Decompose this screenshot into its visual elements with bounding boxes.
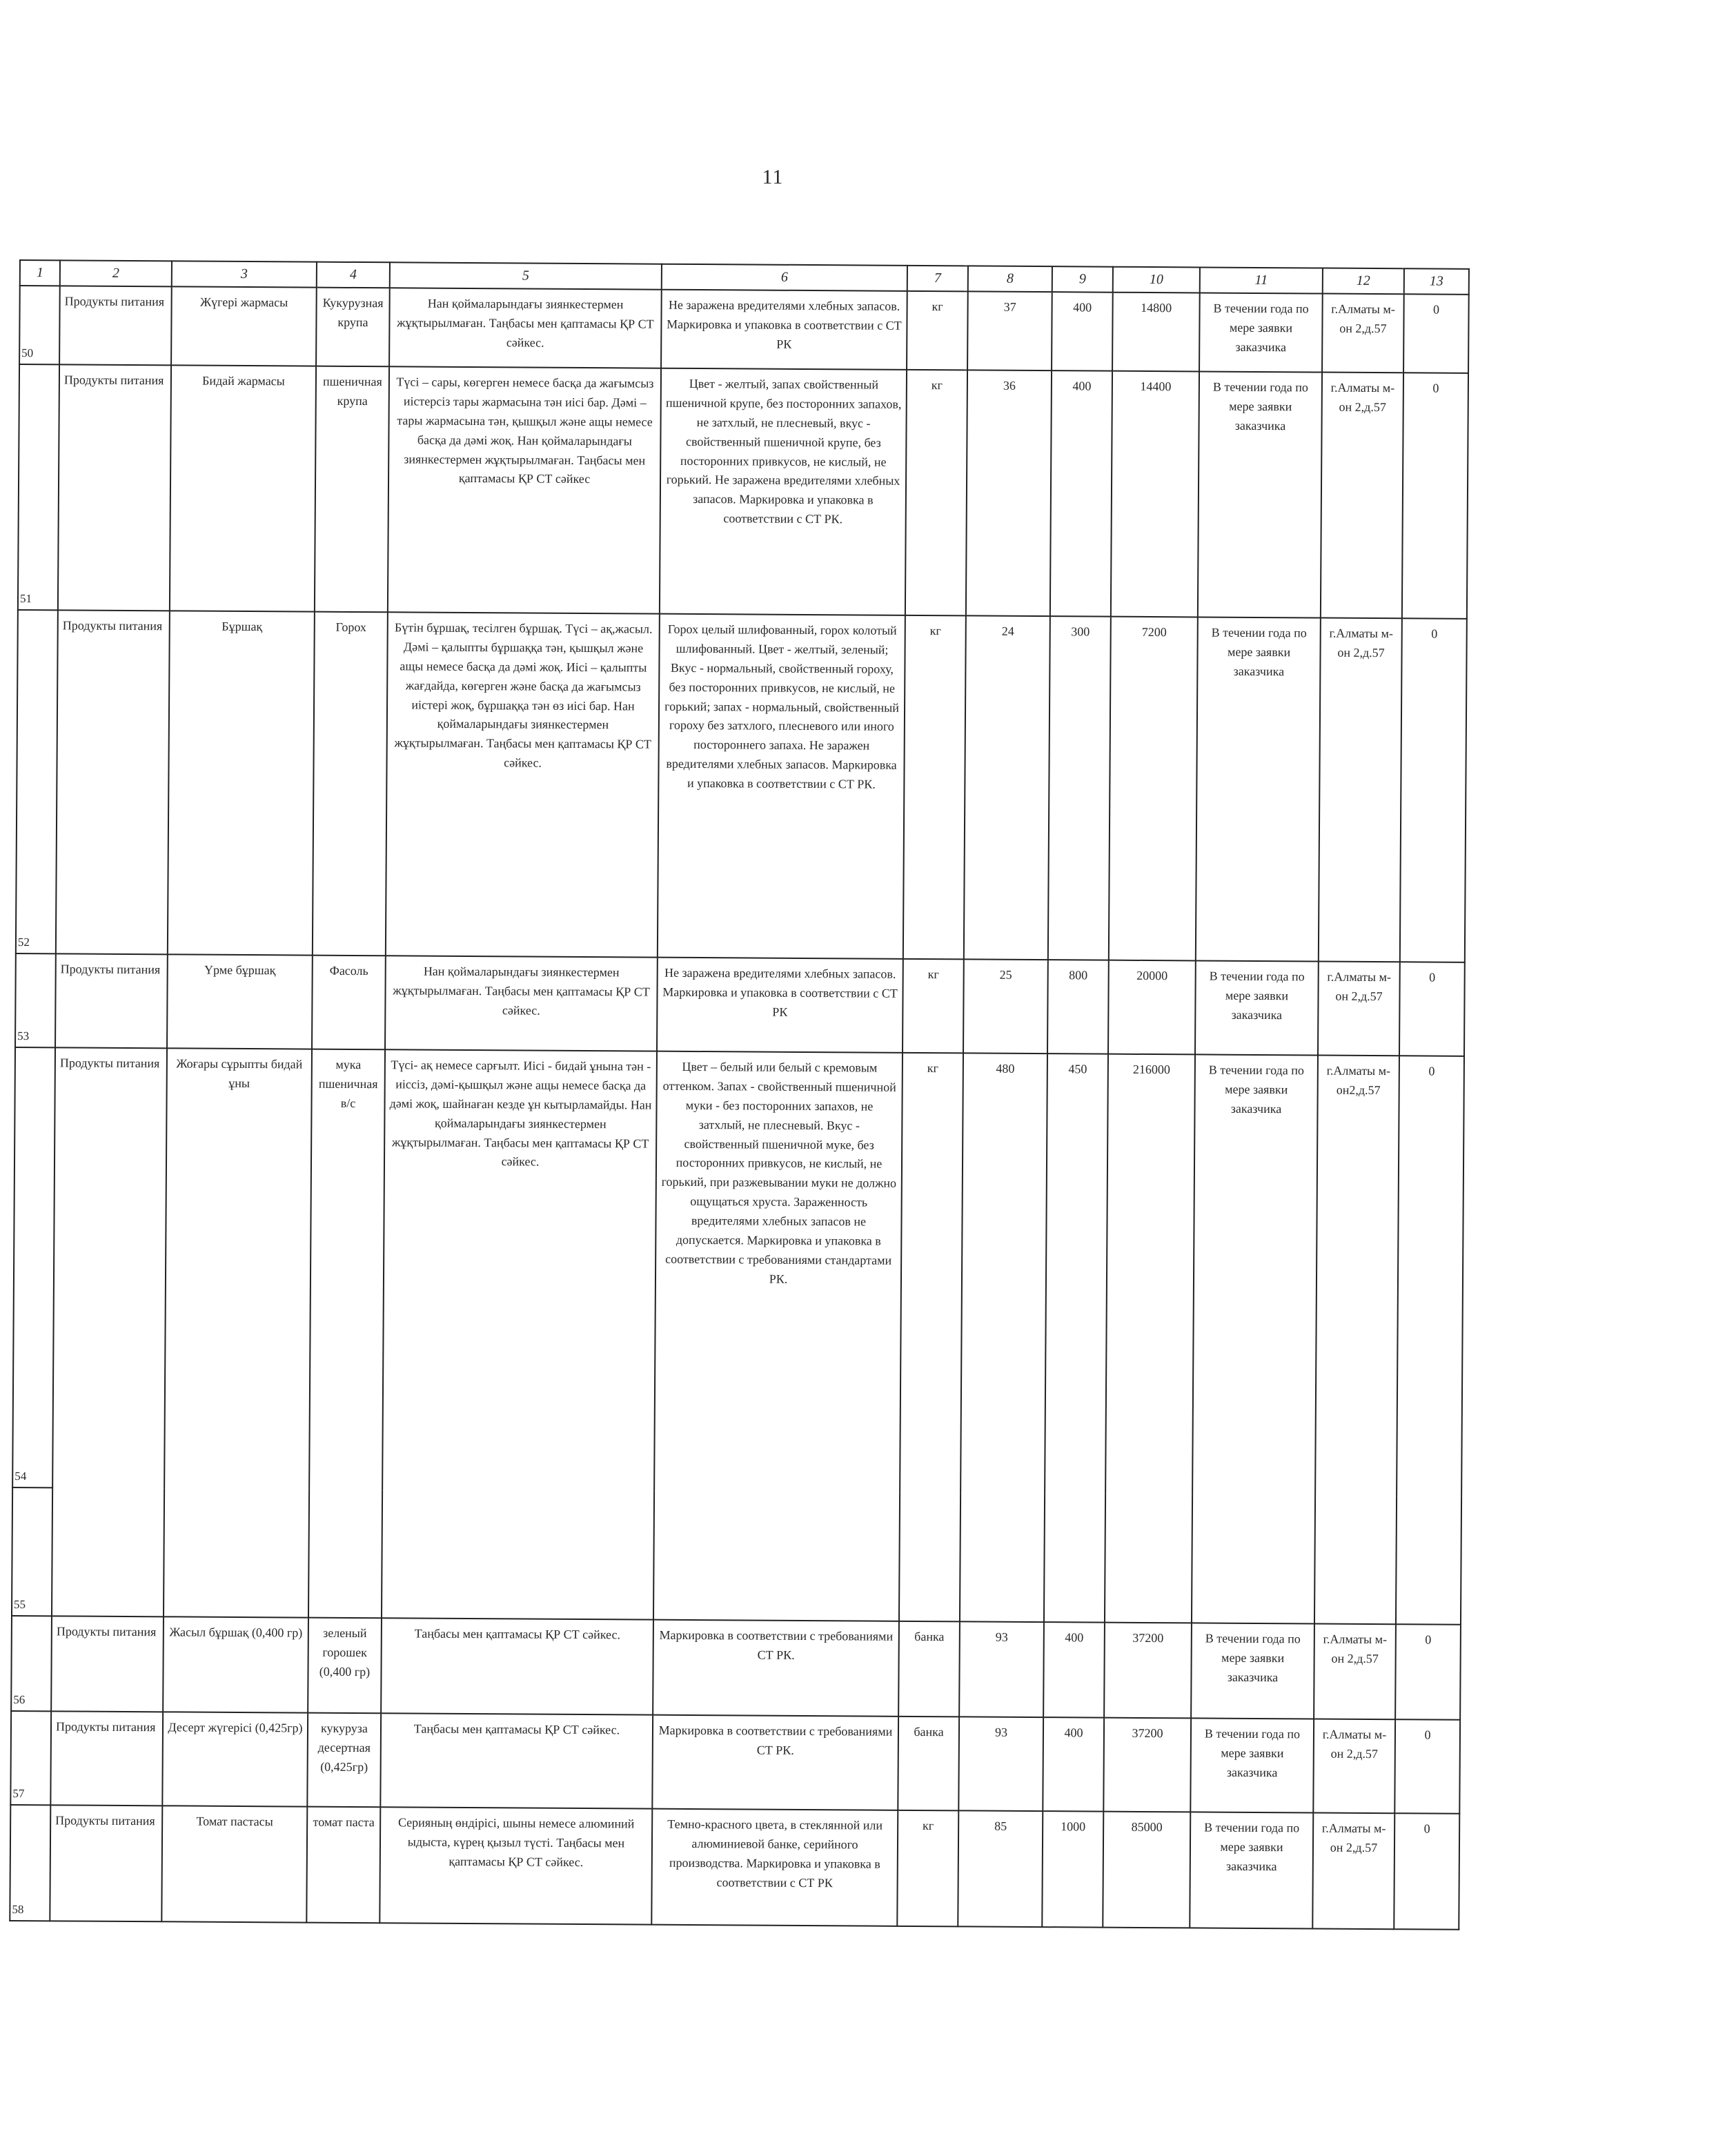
description-kz: Бүтін бұршақ, тесілген бұршақ. Түсі – ақ,жасыл. Дәмі – қалыпты бұршаққа тән, қышқыл және ащы немесе басқа да дәмі жоқ. Иісі – қалыпты жағдайда, көгерген және басқа да жағымсыз иістері жоқ, бұршаққа тән өз иісі бар. Нан қоймаларындағы зиянкестермен жұқтырылмаған. Таңбасы мен қаптамасы ҚР СТ сәйкес. xyxy=(386,612,660,957)
quantity: 800 xyxy=(1047,960,1109,1054)
product-type: Продукты питания xyxy=(58,364,171,611)
advance: 0 xyxy=(1395,1624,1461,1720)
delivery-place: г.Алматы м-он 2,д.57 xyxy=(1319,618,1402,962)
column-number: 10 xyxy=(1113,267,1200,293)
price: 25 xyxy=(963,959,1048,1054)
column-number: 8 xyxy=(968,266,1052,292)
description-kz: Нан қоймаларындағы зиянкестермен жұқтырылмаған. Таңбасы мен қаптамасы ҚР СТ сәйкес. xyxy=(389,288,662,368)
price: 85 xyxy=(958,1810,1043,1927)
column-number: 2 xyxy=(60,260,172,286)
advance: 0 xyxy=(1394,1719,1460,1814)
row-number: 54 xyxy=(14,1469,27,1483)
description-kz: Таңбасы мен қаптамасы ҚР СТ сәйкес. xyxy=(380,1713,653,1808)
quantity: 1000 xyxy=(1042,1811,1103,1928)
advance: 0 xyxy=(1399,962,1465,1056)
row-number: 52 xyxy=(17,935,30,949)
price: 93 xyxy=(958,1717,1043,1811)
delivery-place: г.Алматы м-он 2,д.57 xyxy=(1312,1812,1394,1929)
row-number: 56 xyxy=(13,1692,26,1706)
row-number: 53 xyxy=(17,1029,30,1042)
unit: кг xyxy=(907,291,968,370)
product-name-kz: Томат пастасы xyxy=(161,1806,307,1922)
product-name-kz: Бұршақ xyxy=(168,611,315,955)
product-type: Продукты питания xyxy=(52,1047,167,1616)
row-number-cell xyxy=(10,1711,51,1805)
product-type: Продукты питания xyxy=(56,610,170,954)
quantity: 400 xyxy=(1052,292,1113,371)
delivery-term: В течении года по мере заявки заказчика xyxy=(1198,371,1322,617)
price: 36 xyxy=(966,370,1052,616)
table-row xyxy=(11,1616,1461,1720)
column-number: 11 xyxy=(1200,267,1323,293)
row-number-cell xyxy=(16,610,58,953)
unit: кг xyxy=(903,959,964,1054)
table-row xyxy=(15,953,1465,1056)
price: 93 xyxy=(959,1621,1044,1717)
column-number: 7 xyxy=(907,266,968,292)
product-name-kz: Жасыл бұршақ (0,400 гр) xyxy=(163,1616,308,1712)
price: 37 xyxy=(967,291,1052,370)
page-number: 11 xyxy=(762,166,784,188)
quantity: 400 xyxy=(1050,370,1112,617)
product-name-kz: Десерт жүгерісі (0,425гр) xyxy=(162,1712,308,1806)
table-row xyxy=(12,1047,1464,1496)
sum: 37200 xyxy=(1103,1718,1191,1812)
unit: кг xyxy=(899,1053,963,1622)
product-name-ru: Кукурузная крупа xyxy=(316,288,390,367)
column-number: 13 xyxy=(1404,268,1469,295)
unit: банка xyxy=(898,1717,959,1811)
product-name-ru: зеленый горошек (0,400 гр) xyxy=(308,1618,382,1714)
row-number-cell xyxy=(12,1047,55,1487)
description-ru: Маркировка в соответствии с требованиями СТ РК. xyxy=(652,1715,898,1810)
quantity: 300 xyxy=(1048,616,1111,960)
description-ru: Цвет - желтый, запах свойственный пшеничной крупе, без посторонних запахов, не затхлый, не плесневый, вкус - свойственный пшеничной крупе, без посторонних привкусов, не кислый, не горький. Не заражена вредителями хлебных запасов. Маркировка и упаковка в соответствии с СТ РК. xyxy=(660,368,907,615)
table-row xyxy=(19,286,1469,373)
row-number-cell xyxy=(11,1616,52,1711)
sum: 37200 xyxy=(1104,1623,1192,1719)
table-row xyxy=(10,1805,1459,1930)
product-name-kz: Бидай жармасы xyxy=(170,365,316,611)
delivery-term: В течении года по мере заявки заказчика xyxy=(1190,1812,1313,1928)
description-ru: Цвет – белый или белый с кремовым оттенком. Запах - свойственный пшеничной муки - без посторонних запахов, не затхлый, не плесневый. Вкус - свойственный пшеничной муке, без посторонних привкусов, не кислый, не горький, при разжевывании муки не должно ощущаться хруста. Зараженность вредителями хлебных запасов не допускается. Маркировка и упаковка в соответствии с требованиями стандартами РК. xyxy=(653,1051,903,1621)
sum: 14800 xyxy=(1112,293,1200,372)
quantity: 450 xyxy=(1044,1054,1108,1623)
product-type: Продукты питания xyxy=(55,953,168,1048)
sum: 216000 xyxy=(1105,1054,1195,1623)
description-ru: Не заражена вредителями хлебных запасов. Маркировка и упаковка в соответствии с СТ РК xyxy=(661,290,907,370)
description-kz: Таңбасы мен қаптамасы ҚР СТ сәйкес. xyxy=(381,1618,653,1714)
advance: 0 xyxy=(1396,1056,1464,1625)
row-number-cell xyxy=(10,1805,50,1921)
column-number: 12 xyxy=(1323,268,1404,295)
product-name-ru: кукуруза десертная (0,425гр) xyxy=(307,1713,381,1808)
table-row xyxy=(18,364,1468,619)
unit: кг xyxy=(905,370,967,616)
sum: 20000 xyxy=(1108,960,1196,1055)
row-number: 50 xyxy=(21,346,34,359)
advance: 0 xyxy=(1400,618,1467,962)
delivery-place: г.Алматы м-он 2,д.57 xyxy=(1314,1624,1396,1720)
column-number: 6 xyxy=(662,264,907,291)
product-name-kz: Жоғары сұрыпты бидай ұны xyxy=(164,1048,312,1617)
delivery-term: В течении года по мере заявки заказчика xyxy=(1192,1054,1318,1623)
unit: банка xyxy=(898,1621,960,1717)
product-name-ru: Горох xyxy=(313,612,388,956)
sum: 85000 xyxy=(1103,1812,1190,1928)
delivery-term: В течении года по мере заявки заказчика xyxy=(1191,1623,1314,1719)
delivery-place: г.Алматы м-он2,д.57 xyxy=(1314,1056,1399,1625)
delivery-place: г.Алматы м-он 2,д.57 xyxy=(1318,962,1400,1056)
price: 24 xyxy=(964,615,1050,960)
product-name-kz: Жүгері жармасы xyxy=(171,286,317,366)
row-number: 58 xyxy=(12,1902,24,1916)
procurement-table-sheet xyxy=(9,259,1470,1930)
product-name-kz: Үрме бұршақ xyxy=(167,954,313,1049)
delivery-term: В течении года по мере заявки заказчика xyxy=(1190,1718,1314,1812)
column-number: 9 xyxy=(1052,266,1113,293)
description-ru: Горох целый шлифованный, горох колотый шлифованный. Цвет - желтый, зеленый; Вкус - нормальный, свойственный гороху, без посторонних привкусов, не кислый, не горький; запах - нормальный, свойственный гороху без затхлого, плесневого или иного постороннего запаха. Не заражен вредителями хлебных запасов. Маркировка и упаковка в соответствии с СТ РК. xyxy=(658,614,905,959)
delivery-term: В течении года по мере заявки заказчика xyxy=(1196,617,1321,961)
delivery-term: В течении года по мере заявки заказчика xyxy=(1199,293,1323,372)
row-number: 51 xyxy=(19,591,32,605)
row-number-cell xyxy=(18,364,59,610)
price: 480 xyxy=(960,1053,1047,1622)
column-number: 5 xyxy=(390,262,662,289)
row-number-cell xyxy=(12,1487,52,1616)
sum: 7200 xyxy=(1109,617,1198,961)
column-number: 4 xyxy=(317,262,390,288)
description-kz: Түсі – сары, көгерген немесе басқа да жағымсыз иістерсіз тары жармасына тән иісі бар. Дәмі – тары жармасына тән, қышқыл және ащы немесе басқа да дәмі жоқ. Нан қоймаларындағы зиянкестермен жұқтырылмаған. Таңбасы мен қаптамасы ҚР СТ сәйкес xyxy=(388,366,661,613)
column-number: 1 xyxy=(20,260,60,286)
product-name-ru: томат паста xyxy=(306,1807,380,1923)
procurement-table xyxy=(9,259,1470,1930)
product-name-ru: пшеничная крупа xyxy=(315,366,389,613)
table-row xyxy=(10,1711,1460,1814)
delivery-place: г.Алматы м-он 2,д.57 xyxy=(1321,373,1403,619)
description-ru: Не заражена вредителями хлебных запасов. Маркировка и упаковка в соответствии с СТ РК xyxy=(657,958,903,1053)
description-kz: Нан қоймаларындағы зиянкестермен жұқтырылмаған. Таңбасы мен қаптамасы ҚР СТ сәйкес. xyxy=(385,956,658,1051)
column-number: 3 xyxy=(172,261,317,287)
quantity: 400 xyxy=(1043,1622,1105,1718)
description-kz: Түсі- ақ немесе сарғылт. Иісі - бидай ұнына тән - иіссіз, дәмі-қышқыл және ащы немесе басқа да дәмі жоқ, шайнаған кезде ұн кытырламайды. Нан қоймаларындағы зиянкестермен жұқтырылмаған. Таңбасы мен қаптамасы ҚР СТ сәйкес. xyxy=(382,1049,657,1619)
advance: 0 xyxy=(1394,1813,1459,1930)
delivery-place: г.Алматы м-он 2,д.57 xyxy=(1313,1719,1395,1814)
product-type: Продукты питания xyxy=(50,1805,162,1921)
unit: кг xyxy=(897,1810,958,1927)
advance: 0 xyxy=(1402,373,1468,619)
unit: кг xyxy=(903,615,966,960)
description-ru: Маркировка в соответствии с требованиями СТ РК. xyxy=(653,1620,899,1717)
table-row xyxy=(16,610,1467,962)
product-type: Продукты питания xyxy=(50,1711,163,1806)
row-number: 55 xyxy=(14,1597,26,1611)
product-name-ru: мука пшеничная в/с xyxy=(308,1049,385,1619)
description-ru: Темно-красного цвета, в стеклянной или алюминиевой банке, серийного производства. Маркировка и упаковка в соответствии с СТ РК xyxy=(651,1809,898,1926)
description-kz: Серияның өндірісі, шыны немесе алюминий ыдыста, күрең қызыл түсті. Таңбасы мен қаптамасы ҚР СТ сәйкес. xyxy=(379,1807,652,1924)
delivery-term: В течении года по мере заявки заказчика xyxy=(1195,960,1319,1055)
delivery-place: г.Алматы м-он 2,д.57 xyxy=(1322,294,1404,373)
row-number-cell xyxy=(19,286,60,364)
row-number: 57 xyxy=(12,1786,25,1800)
sum: 14400 xyxy=(1111,371,1199,617)
product-type: Продукты питания xyxy=(59,286,172,365)
quantity: 400 xyxy=(1043,1717,1104,1812)
row-number-cell xyxy=(15,953,56,1047)
product-type: Продукты питания xyxy=(51,1616,164,1712)
product-name-ru: Фасоль xyxy=(312,956,386,1050)
advance: 0 xyxy=(1403,294,1469,373)
